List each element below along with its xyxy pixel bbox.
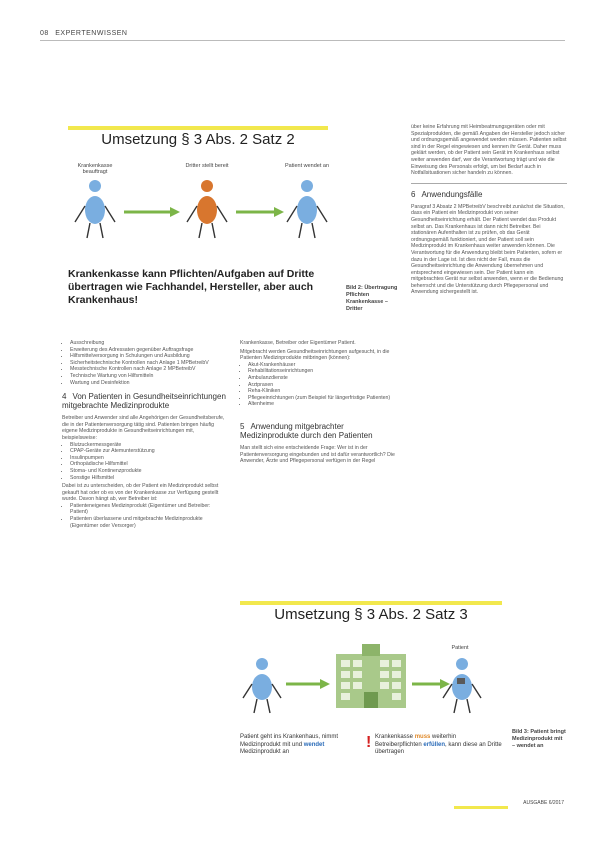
list-item: • Technische Wartung von Hilfsmitteln bbox=[70, 373, 226, 380]
list-item: • Akut-Krankenhäuser bbox=[248, 362, 402, 369]
exclamation-icon: ! bbox=[366, 734, 372, 751]
bullet-list bbox=[240, 362, 402, 408]
section-title: Anwendungsfälle bbox=[421, 189, 483, 199]
highlight-text: muss bbox=[414, 734, 431, 740]
paragraph: Krankenkasse, Betreiber oder Eigentümer Patient. bbox=[240, 340, 356, 346]
list-item: • Pflegeeinrichtungen (zum Beispiel für längerfristige Patienten) bbox=[248, 395, 402, 402]
fig1-label-dritter: Dritter stellt bereit bbox=[185, 163, 229, 169]
list-item: • CPAP-Geräte zur Atemunterstützung bbox=[70, 448, 226, 455]
person-patient-with-device-icon bbox=[443, 658, 481, 713]
fig3-right-text bbox=[375, 734, 503, 757]
footer-issue: AUSGABE 6/2017 bbox=[523, 800, 564, 806]
person-patient-icon bbox=[243, 658, 281, 713]
fig1-diagram bbox=[68, 176, 338, 246]
arrow-right-icon bbox=[286, 679, 330, 689]
section-number: 6 bbox=[411, 189, 416, 199]
list-item: • Orthopädische Hilfsmittel bbox=[70, 461, 226, 468]
fig1-title: Umsetzung § 3 Abs. 2 Satz 2 bbox=[101, 131, 295, 148]
list-item: • Messtechnische Kontrollen nach Anlage 2 MPBetreibV bbox=[70, 366, 226, 373]
fig3-highlight-bar bbox=[240, 601, 502, 605]
list-item: • Blutzuckermessgeräte bbox=[70, 442, 226, 449]
paragraph: Mitgebracht werden Gesundheitseinrichtungen aufgesucht, in die Patienten Medizinprodukte mitbringen (können): bbox=[240, 348, 390, 362]
fig3-patient-label: Patient bbox=[451, 645, 469, 651]
running-header bbox=[40, 30, 127, 37]
column-1 bbox=[62, 340, 226, 529]
highlight-text: wendet bbox=[303, 741, 325, 748]
section-4-heading bbox=[62, 392, 226, 410]
list-item: • Wartung und Desinfektion bbox=[70, 380, 226, 387]
person-dritter-icon bbox=[187, 180, 227, 238]
bullet-list-b bbox=[62, 442, 226, 482]
fig3-caption: Bild 3: Patient bringt Medizinprodukt mit – wendet an bbox=[512, 729, 566, 749]
section-title: Anwendung mitgebrachter Medizinprodukte durch den Patienten bbox=[240, 421, 373, 440]
list-item: • Insulinpumpen bbox=[70, 455, 226, 462]
footer-bar bbox=[454, 806, 508, 809]
column-2 bbox=[240, 340, 402, 465]
text-run: weiterhin Betreiberpflichten bbox=[375, 734, 457, 748]
fig3-left-text bbox=[240, 734, 365, 757]
list-item: • Stoma- und Kontinenzprodukte bbox=[70, 468, 226, 475]
person-patient-icon bbox=[287, 180, 327, 238]
list-item: • Arztpraxen bbox=[248, 382, 402, 389]
fig1-highlight-bar bbox=[68, 126, 328, 130]
list-item: • Rehabilitationseinrichtungen bbox=[248, 368, 402, 375]
section-title: Von Patienten in Gesundheitseinrichtungen mitgebrachte Medizinprodukte bbox=[62, 392, 226, 411]
section-number: 5 bbox=[240, 421, 245, 431]
person-krankenkasse-icon bbox=[75, 180, 115, 238]
text-run: Medizinprodukt an bbox=[240, 749, 290, 755]
bullet-list-a bbox=[62, 340, 226, 386]
fig3-title: Umsetzung § 3 Abs. 2 Satz 3 bbox=[274, 606, 468, 623]
list-item: • Patienteneigenes Medizinprodukt (Eigentümer und Betreiber: Patient) bbox=[70, 503, 226, 516]
paragraph: Man stellt sich eine entscheidende Frage: Wer ist in der Patientenversorgung eingebunden und ist dafür verantwortlich? Die Anwender, Ärzte und Pflegepersonal verfügen in der Regel bbox=[240, 444, 395, 465]
list-item: • Ausschreibung bbox=[70, 340, 226, 347]
bullet-list-c bbox=[62, 503, 226, 529]
column-3 bbox=[411, 124, 567, 296]
fig1-caption: Bild 2: Übertragung Pflichten Krankenkasse – Dritter bbox=[346, 285, 398, 312]
arrow-right-icon bbox=[236, 207, 284, 217]
hospital-building-icon bbox=[336, 644, 406, 708]
page-number: 08 bbox=[40, 30, 49, 37]
text-run: Patient geht ins Krankenhaus, nimmt Medizinprodukt mit und bbox=[240, 734, 339, 748]
list-item: • Ambulanzdienste bbox=[248, 375, 402, 382]
fig1-label-krankenkasse: Krankenkasse beauftragt bbox=[77, 163, 113, 175]
section-number: 4 bbox=[62, 392, 67, 402]
divider bbox=[411, 183, 567, 184]
list-item: • Reha-Kliniken bbox=[248, 388, 402, 395]
fig3-diagram bbox=[240, 640, 510, 720]
paragraph: Paragraf 3 Absatz 2 MPBetreibV beschreibt zunächst die Situation, dass ein Patient ein Medizinprodukt von seiner Gesundheitseinrichtung erhält. Der Patient wendet das Produkt selbst an. Das Krankenhaus ist dann nicht Betreiber. Bei stationären Aufenthalten ist zu prüfen, ob das Gerät ordnungsgemäß funktioniert, und der Patient soll sein Medizinprodukt im Krankenhaus weiter anwenden können. Die Verantwortung für die Anwendung bleibt beim Patienten, sofern er dazu in der Lage ist. Ist dies nicht der Fall, muss die Gesundheitseinrichtung die Anwendung übernehmen und entsprechend eingewiesen sein. Der Patient kann ein mitgebrachtes Gerät nur selbst anwenden, wenn er die Bedienung beherrscht und die Unterstützung durch Pflegepersonal und Anwendung sichergestellt ist. bbox=[411, 203, 565, 296]
list-item: • Altenheime bbox=[248, 401, 402, 408]
paragraph: über keine Erfahrung mit Heimbeatmungsgeräten oder mit Spezialprodukten, die gemäß Angaben der Hersteller jedoch sicher und ordnungsgemäß angewendet werden müssen. Patienten selbst sind in der Regel eingewiesen und kennen ihr Gerät. Daher muss geklärt werden, ob der Patient sein Gerät im Krankenhaus selbst weiter anwenden darf, wer die Verantwortung trägt und wie die Einweisung des Personals erfolgt, um bei Bedarf auch in Notfallsituationen sicher handeln zu können. bbox=[411, 124, 567, 177]
list-item: • Hilfsmittelversorgung in Schulungen und Ausbildung bbox=[70, 353, 226, 360]
arrow-right-icon bbox=[412, 679, 450, 689]
section-name: EXPERTENWISSEN bbox=[55, 30, 128, 37]
header-rule bbox=[40, 40, 565, 41]
paragraph: Betreiber und Anwender sind alle Angehörigen der Gesundheitsberufe, die in der Patientenversorgung tätig sind. Patienten bringen häufig eigene Medizinprodukte in Gesundheitseinrichtungen mit, beispielsweise: bbox=[62, 415, 225, 441]
text-run: , kann diese an Dritte übertragen bbox=[375, 741, 502, 755]
section-5-heading bbox=[240, 422, 402, 440]
text-run: Krankenkasse bbox=[375, 734, 415, 740]
paragraph: Dabei ist zu unterscheiden, ob der Patient ein Medizinprodukt selbst gekauft hat oder ob es von der Krankenkasse zur Verfügung gestellt wurde. Davon hängt ab, wer Betreiber ist: bbox=[62, 483, 219, 503]
section-6-heading bbox=[411, 190, 567, 199]
list-item: • Sonstige Hilfsmittel bbox=[70, 475, 226, 482]
fig1-headline: Krankenkasse kann Pflichten/Aufgaben auf Dritte übertragen wie Fachhandel, Hersteller, aber auch Krankenhaus! bbox=[68, 268, 315, 306]
arrow-right-icon bbox=[124, 207, 180, 217]
list-item: • Erweiterung des Adressaten gegenüber Auftragsfrage bbox=[70, 347, 226, 354]
highlight-text: erfüllen bbox=[423, 741, 446, 748]
list-item: • Patienten überlassene und mitgebrachte Medizinprodukte (Eigentümer oder Versorger) bbox=[70, 516, 226, 529]
list-item: • Sicherheitstechnische Kontrollen nach Anlage 1 MPBetreibV bbox=[70, 360, 226, 367]
fig1-label-patient: Patient wendet an bbox=[284, 163, 330, 169]
